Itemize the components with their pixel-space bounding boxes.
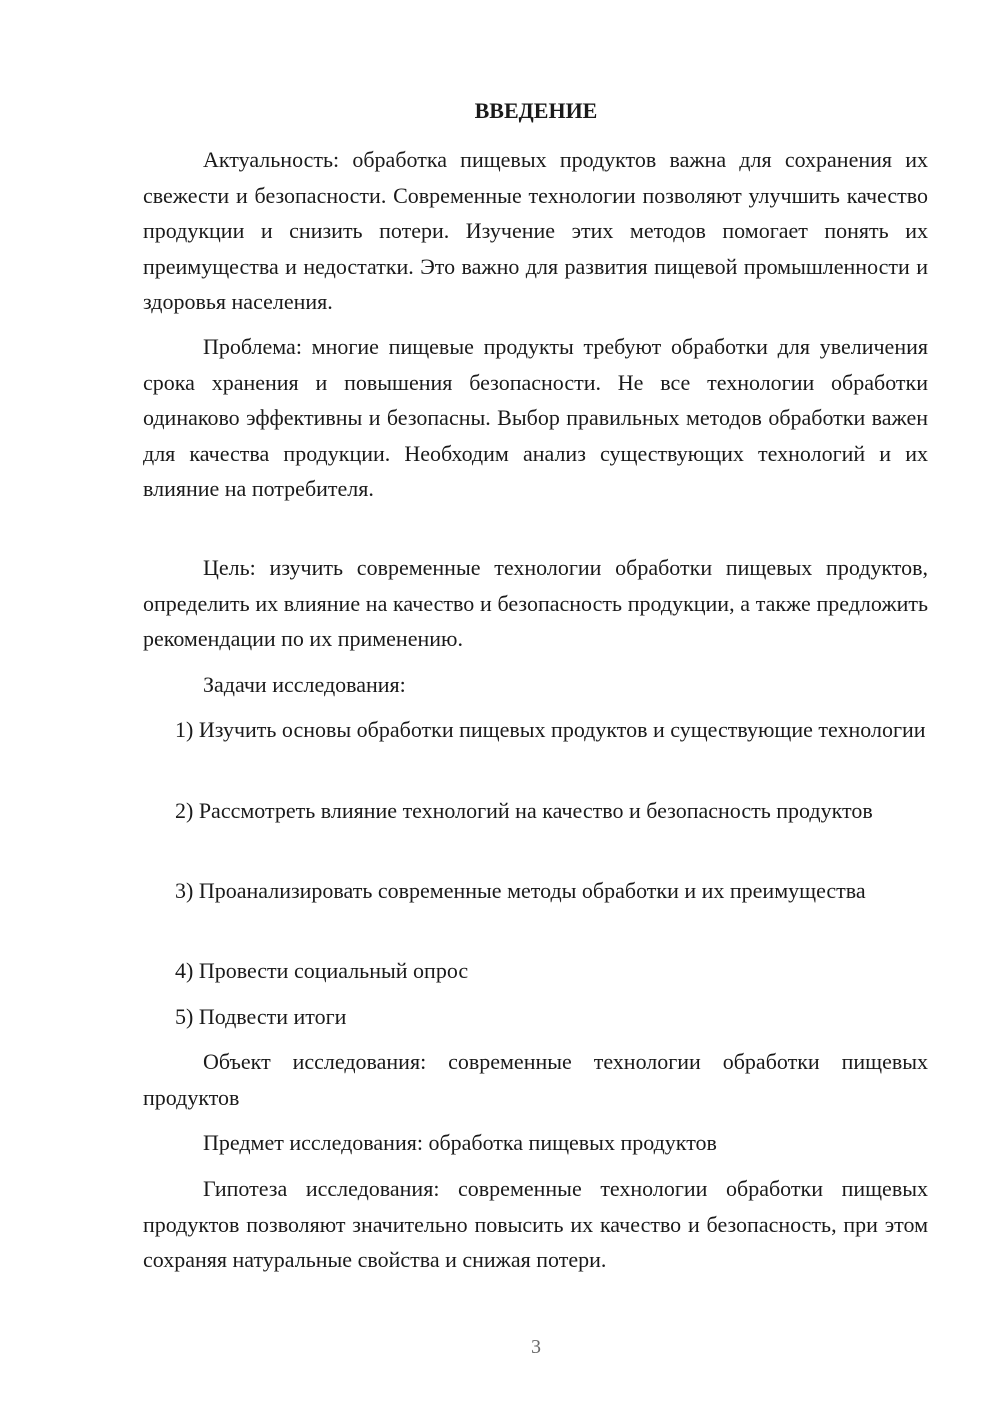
page-number: 3 bbox=[531, 1336, 541, 1358]
object-paragraph: Объект исследования: современные технологии обработки пищевых продуктов bbox=[143, 1049, 928, 1110]
hypothesis-paragraph: Гипотеза исследования: современные технологии обработки пищевых продуктов позволяют значительно повысить их качество и безопасность, при этом сохраняя натуральные свойства и снижая потери. bbox=[143, 1176, 928, 1272]
task-item-5: 5) Подвести итоги bbox=[175, 1004, 347, 1029]
page-title: ВВЕДЕНИЕ bbox=[474, 98, 598, 123]
relevance-paragraph: Актуальность: обработка пищевых продуктов важна для сохранения их свежести и безопасности. Современные технологии позволяют улучшить качество продукции и снизить потери. Изучение этих методов помогает понять их преимущества и недостатки. Это важно для развития пищевой промышленности и здоровья населения. bbox=[143, 147, 928, 314]
task-item-4: 4) Провести социальный опрос bbox=[175, 958, 469, 983]
task-item-2: 2) Рассмотреть влияние технологий на качество и безопасность продуктов bbox=[175, 798, 873, 823]
goal-paragraph: Цель: изучить современные технологии обработки пищевых продуктов, определить их влияние на качество и безопасность продукции, а также предложить рекомендации по их применению. bbox=[143, 555, 928, 651]
task-item-1: 1) Изучить основы обработки пищевых продуктов и существующие технологии bbox=[175, 717, 926, 742]
subject-paragraph: Предмет исследования: обработка пищевых продуктов bbox=[203, 1130, 717, 1155]
task-item-3: 3) Проанализировать современные методы обработки и их преимущества bbox=[175, 878, 866, 903]
problem-paragraph: Проблема: многие пищевые продукты требуют обработки для увеличения срока хранения и повышения безопасности. Не все технологии обработки одинаково эффективны и безопасны. Выбор правильных методов обработки важен для качества продукции. Необходим анализ существующих технологий и их влияние на потребителя. bbox=[143, 334, 928, 501]
tasks-heading: Задачи исследования: bbox=[203, 672, 406, 697]
